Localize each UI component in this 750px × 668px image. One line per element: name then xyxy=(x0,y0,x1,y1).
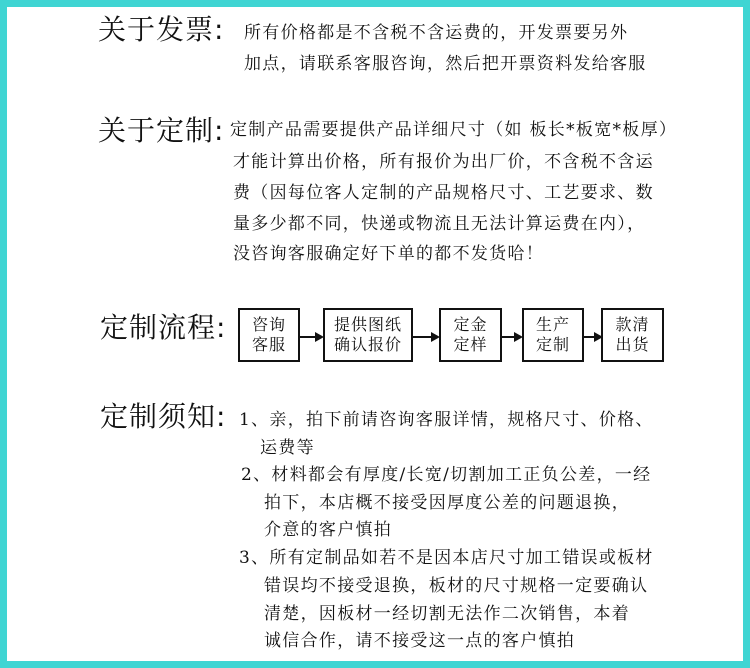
notice-line: 3、所有定制品如若不是因本店尺寸加工错误或板材 xyxy=(239,548,654,568)
flow-step-deposit xyxy=(439,308,502,362)
flow-step-shipping xyxy=(601,308,664,362)
flow-arrow xyxy=(502,336,521,338)
custom-line: 定制产品需要提供产品详细尺寸（如 板长*板宽*板厚） xyxy=(230,120,678,140)
notice-line: 错误均不接受退换，板材的尺寸规格一定要确认 xyxy=(264,576,649,596)
notice-line: 2、材料都会有厚度/长宽/切割加工正负公差，一经 xyxy=(241,465,652,485)
custom-line: 费（因每位客人定制的产品规格尺寸、工艺要求、数 xyxy=(233,183,654,203)
custom-line: 量多少都不同，快递或物流且无法计算运费在内）， xyxy=(233,214,646,234)
invoice-line: 加点，请联系客服咨询，然后把开票资料发给客服 xyxy=(244,54,647,74)
flow-heading: 定制流程: xyxy=(100,311,227,344)
notice-line: 清楚，因板材一经切割无法作二次销售，本着 xyxy=(264,604,630,624)
invoice-line: 所有价格都是不含税不含运费的，开发票要另外 xyxy=(244,23,629,43)
flow-step-label: 定样 xyxy=(453,335,488,354)
flow-step-production xyxy=(522,308,584,362)
custom-line: 没咨询客服确定好下单的都不发货哈！ xyxy=(233,244,545,264)
notice-line: 1、亲，拍下前请咨询客服详情，规格尺寸、价格、 xyxy=(239,410,654,430)
flow-step-label: 客服 xyxy=(251,335,286,354)
flow-step-label: 定制 xyxy=(535,335,570,354)
custom-heading: 关于定制: xyxy=(98,114,225,147)
flow-step-label: 确认报价 xyxy=(333,335,402,354)
flow-arrow xyxy=(413,336,438,338)
flow-step-label: 定金 xyxy=(453,315,488,334)
notice-line: 运费等 xyxy=(260,438,315,458)
flow-step-consult xyxy=(238,308,300,362)
flow-step-label: 生产 xyxy=(535,315,570,334)
flow-step-drawing xyxy=(323,308,413,362)
notice-line: 介意的客户慎拍 xyxy=(264,520,393,540)
flow-arrow xyxy=(584,336,601,338)
invoice-heading: 关于发票: xyxy=(98,13,225,46)
notice-line: 诚信合作，请不接受这一点的客户慎拍 xyxy=(264,631,576,651)
notice-heading: 定制须知: xyxy=(100,400,227,433)
flow-step-label: 款清 xyxy=(615,315,650,334)
custom-line: 才能计算出价格，所有报价为出厂价，不含税不含运 xyxy=(233,152,654,172)
flow-step-label: 咨询 xyxy=(251,315,286,334)
flow-step-label: 提供图纸 xyxy=(333,315,402,334)
flow-arrow xyxy=(300,336,322,338)
flow-step-label: 出货 xyxy=(615,335,650,354)
notice-line: 拍下，本店概不接受因厚度公差的问题退换， xyxy=(264,493,630,513)
